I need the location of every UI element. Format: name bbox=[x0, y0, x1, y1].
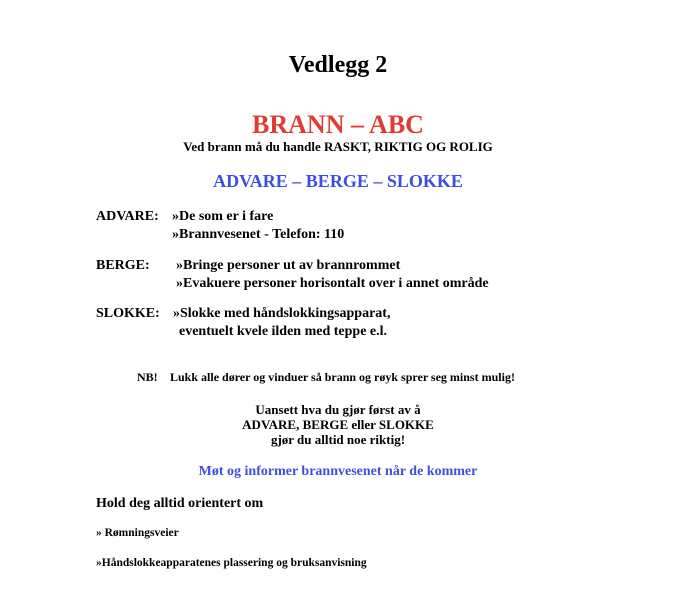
page-title: Vedlegg 2 bbox=[288, 52, 388, 78]
nb-label: NB! bbox=[137, 370, 158, 384]
berge-line-2: »Evakuere personer horisontalt over i annet område bbox=[176, 276, 489, 291]
nb-text: Lukk alle dører og vinduer så brann og røyk sprer seg minst mulig! bbox=[170, 370, 515, 384]
brann-subtitle: Ved brann må du handle RASKT, RIKTIG OG ROLIG bbox=[183, 139, 493, 154]
brann-abc-heading: BRANN – ABC bbox=[252, 110, 424, 139]
slokke-line-2: eventuelt kvele ilden med teppe e.l. bbox=[179, 324, 388, 339]
slokke-line-1: »Slokke med håndslokkingsapparat, bbox=[173, 306, 391, 321]
hold-title: Hold deg alltid orientert om bbox=[96, 496, 264, 511]
meet-fire-department: Møt og informer brannvesenet når de kommer bbox=[198, 464, 478, 479]
advare-berge-slokke-heading: ADVARE – BERGE – SLOKKE bbox=[213, 171, 463, 191]
final-line-2: ADVARE, BERGE eller SLOKKE bbox=[242, 417, 434, 432]
slokke-label: SLOKKE: bbox=[96, 306, 160, 321]
advare-label: ADVARE: bbox=[96, 209, 159, 224]
advare-line-1: »De som er i fare bbox=[172, 209, 274, 224]
final-line-1: Uansett hva du gjør først av å bbox=[255, 402, 421, 417]
hold-item-escape-routes: » Rømningsveier bbox=[96, 527, 179, 539]
hold-item-extinguishers: »Håndslokkeapparatenes plassering og bruksanvisning bbox=[96, 557, 367, 569]
berge-line-1: »Bringe personer ut av brannrommet bbox=[176, 258, 401, 273]
advare-line-2: »Brannvesenet - Telefon: 110 bbox=[172, 227, 345, 242]
berge-label: BERGE: bbox=[96, 258, 150, 273]
final-line-3: gjør du alltid noe riktig! bbox=[270, 432, 406, 447]
